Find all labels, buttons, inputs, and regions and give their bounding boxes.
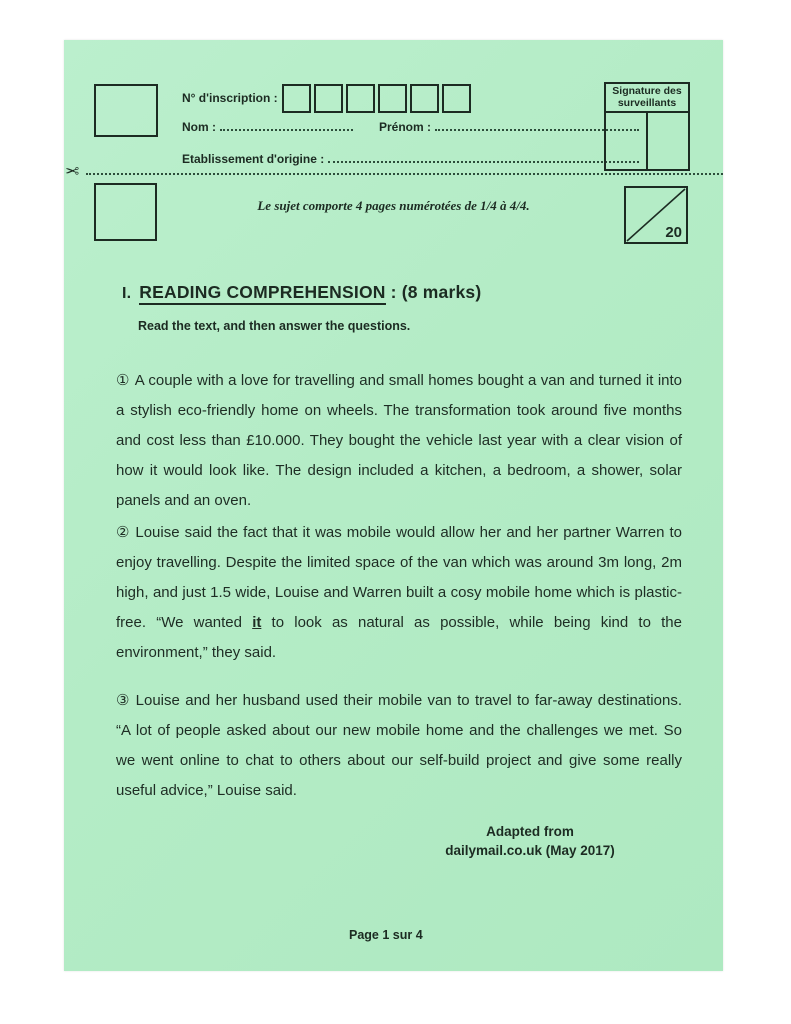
section-heading xyxy=(122,282,481,303)
exam-paper-sheet xyxy=(64,40,723,971)
inscription-cell xyxy=(378,84,407,113)
text-paragraph-1 xyxy=(116,366,682,516)
name-row xyxy=(182,120,639,134)
paragraph-3-text: Louise and her husband used their mobile van to travel to far-away destinations. “A lot of people asked about our new mobile home and the challenges we met. So we went online to chat to others about our self-build project and give some really useful advice,” Louise said. xyxy=(116,692,682,799)
first-name-label: Prénom : xyxy=(379,120,432,134)
supervisors-signature-label: Signature des surveillants xyxy=(606,84,688,113)
cut-dotted-line xyxy=(86,173,723,175)
section-instruction: Read the text, and then answer the questions. xyxy=(138,319,411,333)
attribution-line-2: dailymail.co.uk (May 2017) xyxy=(445,843,615,858)
inscription-cell xyxy=(346,84,375,113)
scissors-icon: ✂ xyxy=(65,162,80,181)
school-row xyxy=(182,152,639,166)
paragraph-2-text-after: to look as natural as possible, while being kind to the environment,” they said. xyxy=(116,614,682,661)
paragraph-1-number-icon: ① xyxy=(116,372,130,389)
paragraph-2-number-icon: ② xyxy=(116,524,131,541)
last-name-label: Nom : xyxy=(182,120,216,134)
signature-cell xyxy=(606,113,648,169)
score-total-value: 20 xyxy=(665,224,682,241)
score-box xyxy=(624,186,688,244)
candidate-code-box xyxy=(94,84,158,137)
signature-cells xyxy=(606,113,688,169)
inscription-cell xyxy=(282,84,311,113)
section-marks: : (8 marks) xyxy=(385,282,482,302)
inscription-cell xyxy=(314,84,343,113)
inscription-number-label: N° d'inscription : xyxy=(182,91,278,105)
paragraph-2-emphasized-word: it xyxy=(252,614,262,631)
text-paragraph-3 xyxy=(116,686,682,806)
section-title: READING COMPREHENSION xyxy=(139,282,385,305)
pages-count-note: Le sujet comporte 4 pages numérotées de 1/4 à 4/4. xyxy=(257,198,530,213)
last-name-dotted-line xyxy=(220,129,353,131)
secondary-code-box xyxy=(94,183,157,241)
inscription-number-cells xyxy=(282,84,471,113)
paragraph-3-number-icon: ③ xyxy=(116,692,131,709)
supervisors-signature-box xyxy=(604,82,690,171)
paragraph-1-text: A couple with a love for travelling and small homes bought a van and turned it into a stylish eco-friendly home on wheels. The transformation took around five months and cost less than £10.000. They bought the vehicle last year with a clear vision of how it would look like. The design included a kitchen, a bedroom, a shower, solar panels and an oven. xyxy=(116,372,683,509)
attribution-line-1: Adapted from xyxy=(486,824,574,839)
school-of-origin-label: Etablissement d'origine : xyxy=(182,152,325,166)
inscription-cell xyxy=(442,84,471,113)
paragraph-2-text-before: Louise said the fact that it was mobile would allow her and her partner Warren to enjoy travelling. Despite the limited space of the van which was around 3m long, 2m high, and just 1.5 wide, Louise and Warren built a cosy mobile home which is plastic-free. “We wanted xyxy=(116,524,682,631)
signature-cell xyxy=(648,113,688,169)
source-attribution xyxy=(420,822,640,860)
page-number-footer: Page 1 sur 4 xyxy=(349,928,423,942)
school-dotted-line xyxy=(328,161,639,163)
text-paragraph-2 xyxy=(116,518,682,668)
section-number: I. xyxy=(122,285,132,302)
inscription-cell xyxy=(410,84,439,113)
